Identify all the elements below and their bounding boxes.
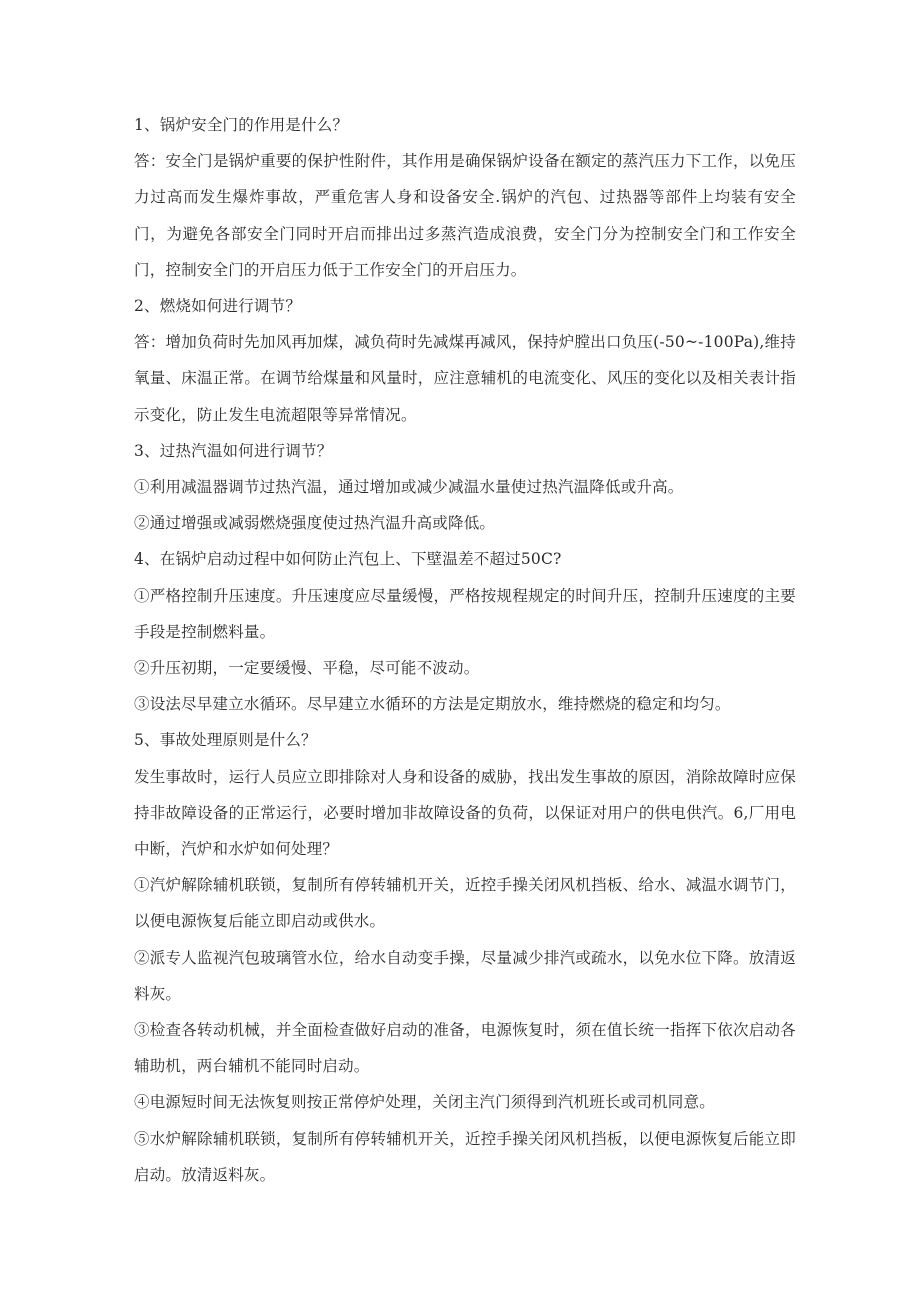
answer-6-item-4: ④电源短时间无法恢复则按正常停炉处理，关闭主汽门须得到汽机班长或司机同意。 xyxy=(134,1093,715,1112)
question-4-heading: 4、在锅炉启动过程中如何防止汽包上、下壁温差不超过50C? xyxy=(134,550,562,569)
answer-3-item-1: ①利用减温器调节过热汽温，通过增加或减少减温水量使过热汽温降低或升高。 xyxy=(134,478,684,497)
answer-6-item-2: ②派专人监视汽包玻璃管水位，给水自动变手操，尽量减少排汽或疏水，以免水位下降。放清返料灰。 xyxy=(134,948,796,1003)
question-5-heading: 5、事故处理原则是什么？ xyxy=(134,731,317,750)
question-1-heading: 1、锅炉安全门的作用是什么？ xyxy=(134,116,349,134)
answer-1-paragraph: 答：安全门是锅炉重要的保护性附件，其作用是确保锅炉设备在额定的蒸汽压力下工作，以免压力过高而发生爆炸事故，严重危害人身和设备安全.锅炉的汽包、过热器等部件上均装有安全门，为避免各部安全门同时开启而排出过多蒸汽造成浪费，安全门分为控制安全门和工作安全门，控制安全门的开启压力低于工作安全门的开启压力。 xyxy=(134,152,796,279)
answer-6-item-3: ③检查各转动机械，并全面检查做好启动的准备，电源恢复时，须在值长统一指挥下依次启动各辅助机，两台辅机不能同时启动。 xyxy=(134,1021,796,1076)
answer-3-item-2: ②通过增强或减弱燃烧强度使过热汽温升高或降低。 xyxy=(134,514,496,533)
answer-5-paragraph: 发生事故时，运行人员应立即排除对人身和设备的威胁，找出发生事故的原因，消除故障时应保持非故障设备的正常运行，必要时增加非故障设备的负荷，以保证对用户的供电供汽。6,厂用电中断，汽炉和水炉如何处理？ xyxy=(134,767,796,859)
answer-6-item-1: ①汽炉解除辅机联锁，复制所有停转辅机开关，近控手操关闭风机挡板、给水、减温水调节门，以便电源恢复后能立即启动或供水。 xyxy=(134,876,796,931)
question-3-heading: 3、过热汽温如何进行调节？ xyxy=(134,441,333,460)
answer-4-item-1: ①严格控制升压速度。升压速度应尽量缓慢，严格按规程规定的时间升压，控制升压速度的主要手段是控制燃料量。 xyxy=(134,586,796,641)
question-2-heading: 2、燃烧如何进行调节？ xyxy=(134,297,302,316)
answer-2-paragraph: 答：增加负荷时先加风再加煤，减负荷时先减煤再减风，保持炉膛出口负压(-50~-100Pa),维持氧量、床温正常。在调节给煤量和风量时，应注意辅机的电流变化、风压的变化以及相关表计指示变化，防止发生电流超限等异常情况。 xyxy=(134,333,796,424)
answer-4-item-2: ②升压初期，一定要缓慢、平稳，尽可能不波动。 xyxy=(134,659,480,678)
answer-4-item-3: ③设法尽早建立水循环。尽早建立水循环的方法是定期放水，维持燃烧的稳定和均匀。 xyxy=(134,695,731,714)
answer-6-item-5: ⑤水炉解除辅机联锁，复制所有停转辅机开关，近控手操关闭风机挡板，以便电源恢复后能立即启动。放清返料灰。 xyxy=(134,1129,796,1184)
